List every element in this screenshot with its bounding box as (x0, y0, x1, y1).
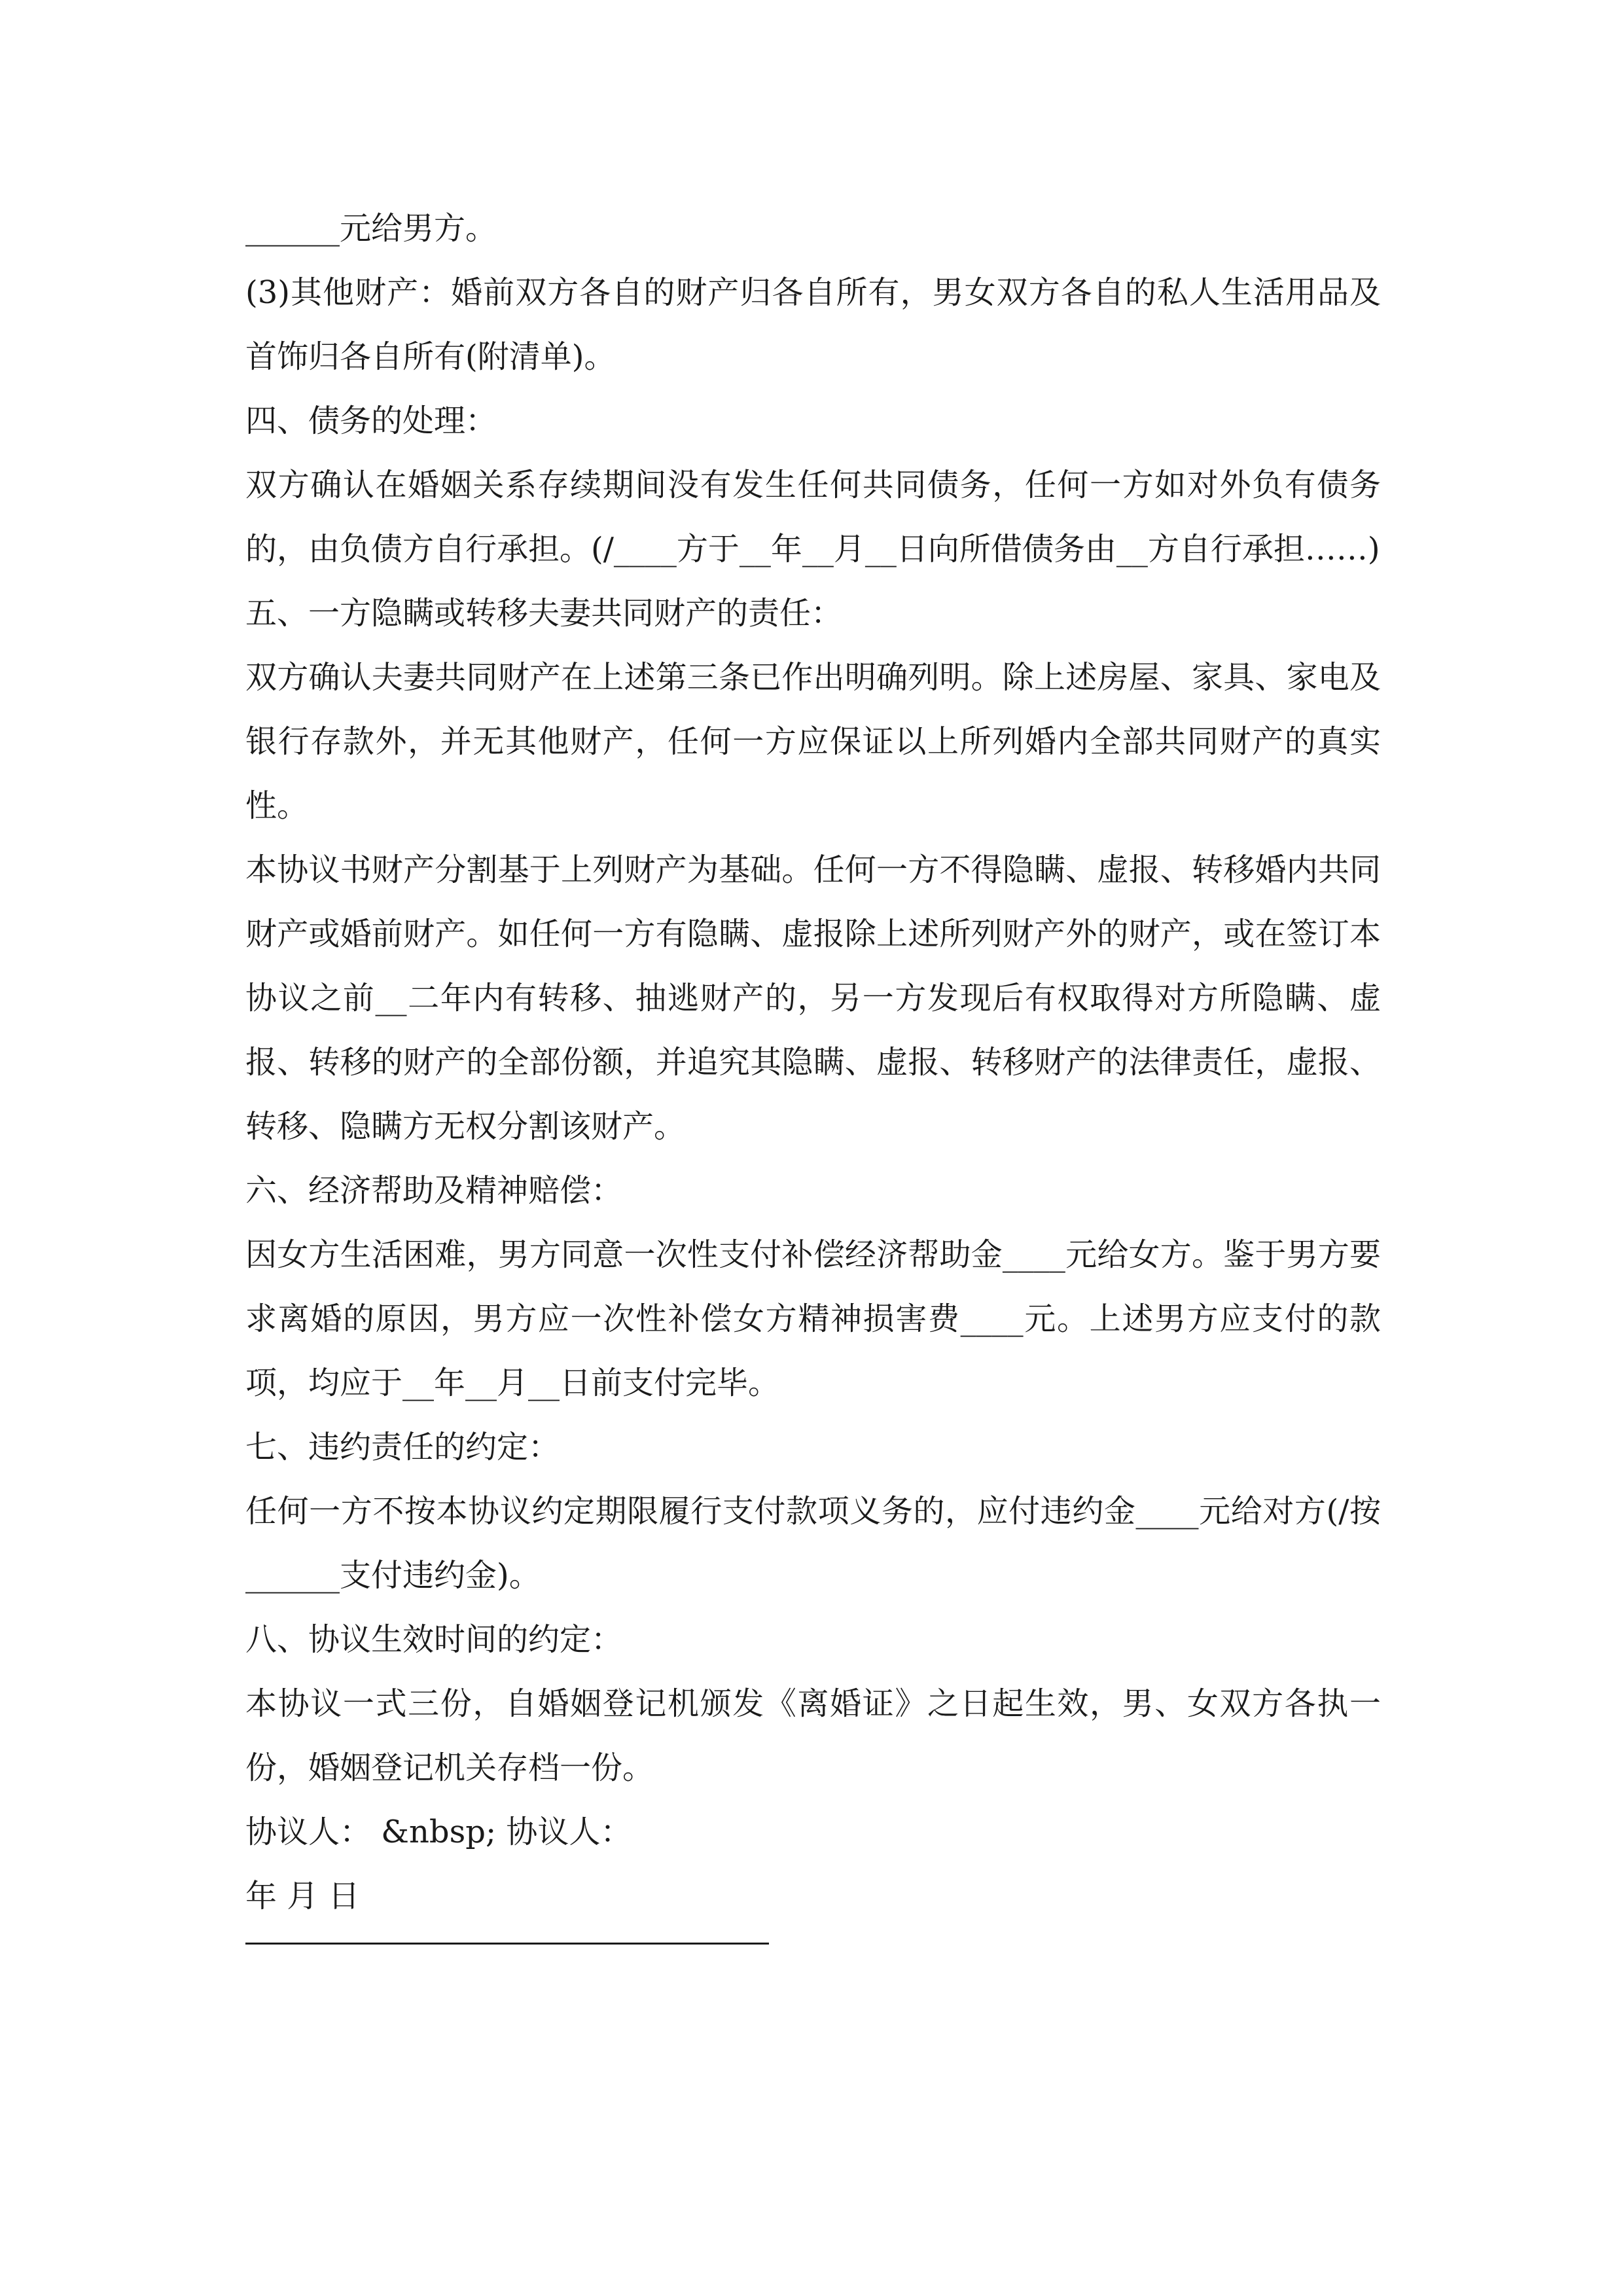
section-heading-7: 七、违约责任的约定： (245, 1429, 560, 1465)
document-body (245, 196, 1381, 1945)
paragraph-3: 双方确认在婚姻关系存续期间没有发生任何共同债务，任何一方如对外负有债务的，由负债方自行承担。(/____方于__年__月__日向所借债务由__方自行承担……) (245, 467, 1381, 567)
section-heading-6: 六、经济帮助及精神赔偿： (245, 1172, 623, 1209)
bottom-divider (245, 1943, 769, 1945)
date-line: 年 月 日 (245, 1878, 360, 1914)
paragraph-1: ______元给男方。 (245, 210, 497, 247)
section-heading-8: 八、协议生效时间的约定： (245, 1621, 623, 1658)
section-heading-4: 四、债务的处理： (245, 403, 497, 439)
section-heading-5: 五、一方隐瞒或转移夫妻共同财产的责任： (245, 595, 843, 632)
paragraph-8: 本协议一式三份，自婚姻登记机颁发《离婚证》之日起生效，男、女双方各执一份，婚姻登记机关存档一份。 (245, 1685, 1381, 1786)
signature-line: 协议人： &nbsp; 协议人： (245, 1814, 632, 1850)
paragraph-5: 本协议书财产分割基于上列财产为基础。任何一方不得隐瞒、虚报、转移婚内共同财产或婚前财产。如任何一方有隐瞒、虚报除上述所列财产外的财产，或在签订本协议之前__二年内有转移、抽逃财产的，另一方发现后有权取得对方所隐瞒、虚报、转移的财产的全部份额，并追究其隐瞒、虚报、转移财产的法律责任，虚报、转移、隐瞒方无权分割该财产。 (245, 852, 1381, 1145)
paragraph-2: (3)其他财产：婚前双方各自的财产归各自所有，男女双方各自的私人生活用品及首饰归各自所有(附清单)。 (245, 274, 1381, 375)
paragraph-6: 因女方生活困难，男方同意一次性支付补偿经济帮助金____元给女方。鉴于男方要求离婚的原因，男方应一次性补偿女方精神损害费____元。上述男方应支付的款项，均应于__年__月__日前支付完毕。 (245, 1236, 1381, 1401)
paragraph-4: 双方确认夫妻共同财产在上述第三条已作出明确列明。除上述房屋、家具、家电及银行存款外，并无其他财产，任何一方应保证以上所列婚内全部共同财产的真实性。 (245, 659, 1381, 824)
paragraph-7: 任何一方不按本协议约定期限履行支付款项义务的，应付违约金____元给对方(/按______支付违约金)。 (245, 1493, 1381, 1594)
